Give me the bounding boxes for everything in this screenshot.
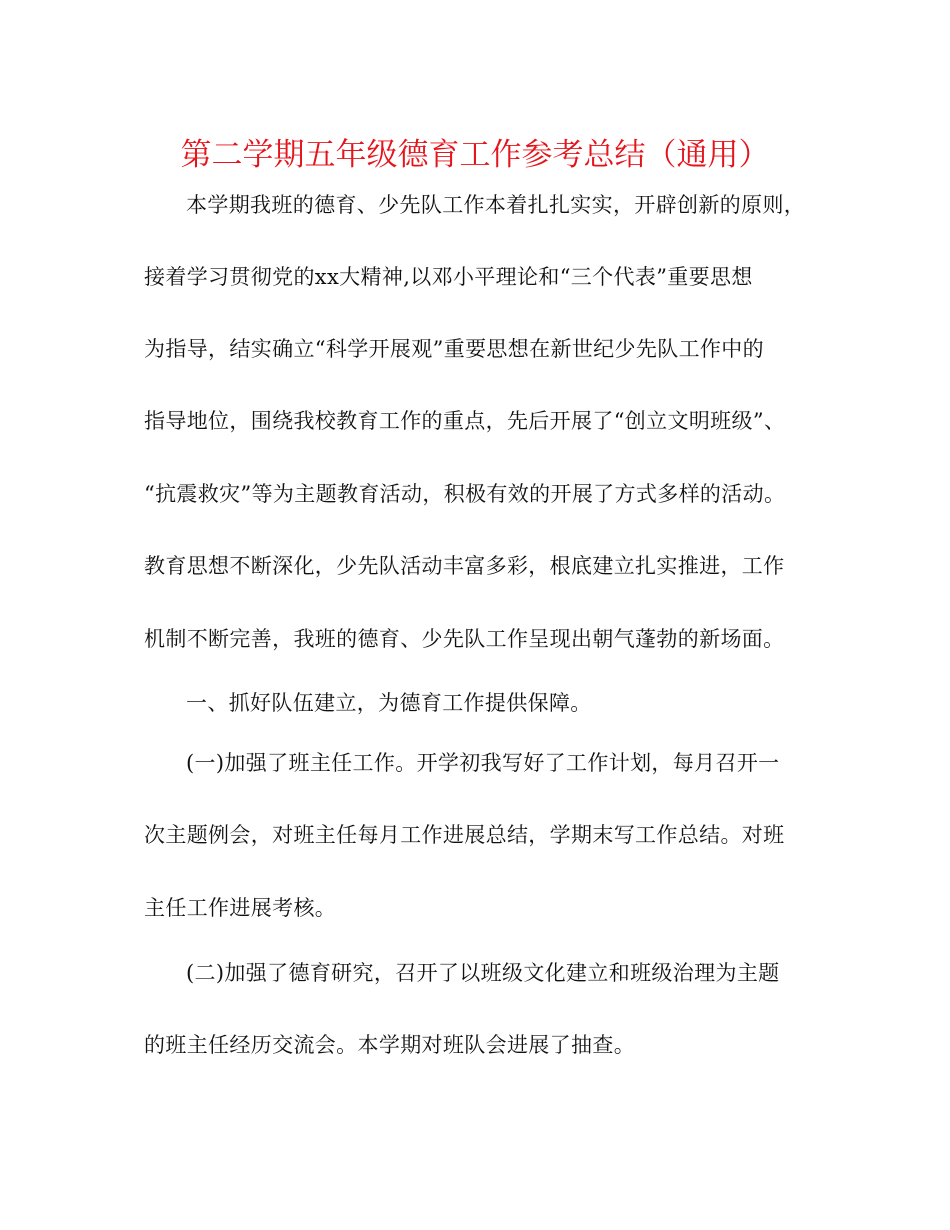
- paragraph-line-5: “抗震救灾”等为主题教育活动，积极有效的开展了方式多样的活动。: [144, 482, 786, 506]
- section-heading-1: 一、抓好队伍建立，为德育工作提供保障。: [186, 691, 592, 715]
- paragraph-line-1: 本学期我班的德育、少先队工作本着扎扎实实，开辟创新的原则，: [186, 193, 806, 217]
- subsection-1-line-1: (一)加强了班主任工作。开学初我写好了工作计划，每月召开一: [186, 751, 780, 775]
- paragraph-line-2: 接着学习贯彻党的xx大精神,以邓小平理论和“三个代表”重要思想: [144, 265, 753, 289]
- subsection-1-line-3: 主任工作进展考核。: [144, 896, 337, 920]
- subsection-1-line-2: 次主题例会，对班主任每月工作进展总结，学期末写工作总结。对班: [144, 823, 785, 847]
- subsection-2-line-2: 的班主任经历交流会。本学期对班队会进展了抽查。: [144, 1033, 636, 1057]
- paragraph-line-3: 为指导，结实确立“科学开展观”重要思想在新世纪少先队工作中的: [144, 337, 764, 361]
- paragraph-line-7: 机制不断完善，我班的德育、少先队工作呈现出朝气蓬勃的新场面。: [144, 627, 785, 651]
- document-title: 第二学期五年级德育工作参考总结（通用）: [180, 137, 770, 173]
- paragraph-line-4: 指导地位，围绕我校教育工作的重点，先后开展了“创立文明班级”、: [144, 409, 786, 433]
- paragraph-line-6: 教育思想不断深化，少先队活动丰富多彩，根底建立扎实推进，工作: [144, 554, 785, 578]
- subsection-2-line-1: (二)加强了德育研究，召开了以班级文化建立和班级治理为主题: [186, 961, 780, 985]
